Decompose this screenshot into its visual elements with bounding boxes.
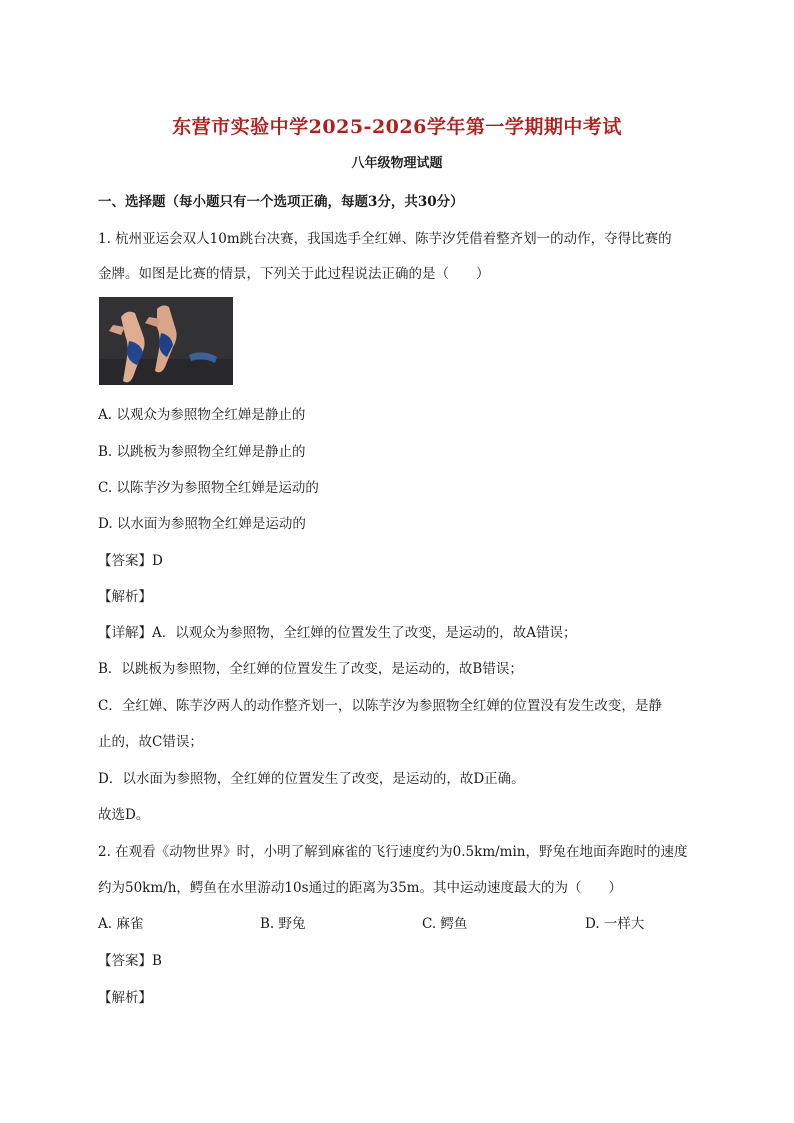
q1-detail-line: C．全红婵、陈芋汐两人的动作整齐划一，以陈芋汐为参照物全红婵的位置没有发生改变，是静 [98, 698, 662, 714]
q2-option-b: B. 野兔 [260, 916, 306, 932]
q1-detail-line: 止的，故C错误； [98, 734, 203, 750]
q2-stem-line1: 2. 在观看《动物世界》时，小明了解到麻雀的飞行速度约为0.5km/min，野兔在地面奔跑时的速度 [98, 844, 688, 860]
q2-options [98, 912, 698, 932]
exam-subtitle: 八年级物理试题 [351, 156, 443, 171]
q1-detail-line: 【详解】A．以观众为参照物，全红婵的位置发生了改变，是运动的，故A错误； [98, 625, 577, 641]
q1-diving-photo [99, 297, 233, 385]
q1-analysis-label: 【解析】 [98, 589, 152, 605]
q1-stem-line1: 1. 杭州亚运会双人10m跳台决赛，我国选手全红婵、陈芋汐凭借着整齐划一的动作，夺得比赛的 [98, 231, 672, 247]
q1-detail-line: B．以跳板为参照物，全红婵的位置发生了改变，是运动的，故B错误； [98, 661, 523, 677]
divers-illustration [99, 297, 233, 385]
q1-detail-line: D．以水面为参照物，全红婵的位置发生了改变，是运动的，故D正确。 [98, 771, 525, 787]
q1-option-b: B. 以跳板为参照物全红婵是静止的 [98, 444, 306, 460]
exam-title: 东营市实验中学2025-2026学年第一学期期中考试 [172, 116, 622, 138]
q2-option-c: C. 鳄鱼 [422, 916, 468, 932]
q2-answer: 【答案】B [98, 953, 162, 969]
q2-option-a: A. 麻雀 [98, 916, 144, 932]
q1-option-c: C. 以陈芋汐为参照物全红婵是运动的 [98, 480, 319, 496]
q2-option-d: D. 一样大 [585, 916, 645, 932]
q1-detail-line: 故选D。 [98, 807, 150, 823]
q1-answer: 【答案】D [98, 553, 163, 569]
section-heading: 一、选择题（每小题只有一个选项正确，每题3分，共30分） [98, 194, 464, 210]
q1-option-a: A. 以观众为参照物全红婵是静止的 [98, 407, 306, 423]
q2-analysis-label: 【解析】 [98, 990, 152, 1006]
q1-option-d: D. 以水面为参照物全红婵是运动的 [98, 516, 306, 532]
q1-stem-line2: 金牌。如图是比赛的情景，下列关于此过程说法正确的是（ ） [98, 266, 490, 282]
q2-stem-line2: 约为50km/h，鳄鱼在水里游动10s通过的距离为35m。其中运动速度最大的为（ ） [98, 880, 622, 896]
